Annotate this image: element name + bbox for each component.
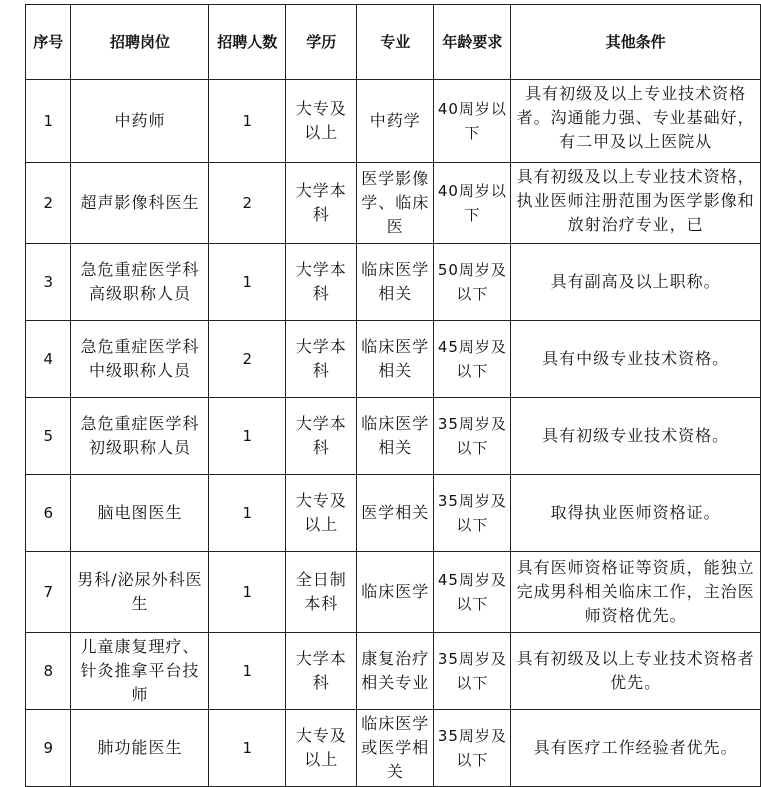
row-other: 具有医师资格证等资质，能独立完成男科相关临床工作，主治医师资格优先。 (511, 552, 761, 633)
row-age: 45周岁及以下 (434, 321, 511, 398)
row-education: 大学本科 (286, 244, 357, 321)
header-major: 专业 (357, 5, 434, 80)
row-other-text: 具有初级及以上专业技术资格，执业医师注册范围为医学影像和放射治疗专业，已 (516, 167, 755, 234)
row-count: 2 (209, 163, 286, 244)
row-other: 具有初级专业技术资格。 (511, 398, 761, 475)
row-major: 临床医学相关 (357, 244, 434, 321)
row-no: 1 (26, 80, 71, 163)
row-education: 大专及以上 (286, 80, 357, 163)
table-row (26, 244, 761, 321)
row-position: 急危重症医学科中级职称人员 (71, 321, 209, 398)
row-age: 45周岁及以下 (434, 552, 511, 633)
row-major: 临床医学相关 (357, 398, 434, 475)
table-row (26, 475, 761, 552)
row-position: 脑电图医生 (71, 475, 209, 552)
row-major-text: 医学影像学、临床医 (361, 169, 430, 236)
row-other-text: 具有初级及以上专业技术资格者。沟通能力强、专业基础好，有二甲及以上医院从 (516, 84, 755, 151)
row-age: 35周岁及以下 (434, 633, 511, 710)
row-position: 急危重症医学科高级职称人员 (71, 244, 209, 321)
table-row (26, 80, 761, 163)
table-row (26, 163, 761, 244)
row-no: 2 (26, 163, 71, 244)
row-other (511, 80, 761, 163)
row-no: 9 (26, 710, 71, 787)
row-age: 40周岁以下 (434, 80, 511, 163)
row-count: 1 (209, 244, 286, 321)
row-major: 临床医学或医学相关 (357, 710, 434, 787)
header-count: 招聘人数 (209, 5, 286, 80)
header-position: 招聘岗位 (71, 5, 209, 80)
row-major: 临床医学相关 (357, 321, 434, 398)
row-education: 全日制本科 (286, 552, 357, 633)
row-other: 具有医疗工作经验者优先。 (511, 710, 761, 787)
row-no: 8 (26, 633, 71, 710)
row-count: 2 (209, 321, 286, 398)
table-row (26, 321, 761, 398)
table-row (26, 710, 761, 787)
row-other: 取得执业医师资格证。 (511, 475, 761, 552)
recruitment-table (25, 4, 761, 787)
row-count: 1 (209, 633, 286, 710)
row-no: 4 (26, 321, 71, 398)
row-other (511, 163, 761, 244)
row-count: 1 (209, 475, 286, 552)
row-position: 中药师 (71, 80, 209, 163)
row-age: 50周岁及以下 (434, 244, 511, 321)
row-major: 中药学 (357, 80, 434, 163)
header-age: 年龄要求 (434, 5, 511, 80)
row-education: 大学本科 (286, 633, 357, 710)
row-position: 男科/泌尿外科医生 (71, 552, 209, 633)
header-row (26, 5, 761, 80)
row-education: 大学本科 (286, 321, 357, 398)
row-position: 超声影像科医生 (71, 163, 209, 244)
row-position: 急危重症医学科初级职称人员 (71, 398, 209, 475)
row-count: 1 (209, 552, 286, 633)
row-education: 大专及以上 (286, 710, 357, 787)
row-education: 大学本科 (286, 398, 357, 475)
row-major: 医学相关 (357, 475, 434, 552)
header-other: 其他条件 (511, 5, 761, 80)
row-major (357, 163, 434, 244)
table-row (26, 552, 761, 633)
row-no: 7 (26, 552, 71, 633)
row-age: 35周岁及以下 (434, 475, 511, 552)
row-major: 康复治疗相关专业 (357, 633, 434, 710)
row-major: 临床医学 (357, 552, 434, 633)
header-no: 序号 (26, 5, 71, 80)
row-count: 1 (209, 80, 286, 163)
row-count: 1 (209, 398, 286, 475)
row-no: 5 (26, 398, 71, 475)
header-education: 学历 (286, 5, 357, 80)
row-age: 35周岁及以下 (434, 710, 511, 787)
row-no: 6 (26, 475, 71, 552)
row-count: 1 (209, 710, 286, 787)
table-row (26, 633, 761, 710)
row-other: 具有中级专业技术资格。 (511, 321, 761, 398)
row-education: 大学本科 (286, 163, 357, 244)
row-other: 具有副高及以上职称。 (511, 244, 761, 321)
row-age: 35周岁及以下 (434, 398, 511, 475)
row-other: 具有初级及以上专业技术资格者优先。 (511, 633, 761, 710)
row-age: 40周岁以下 (434, 163, 511, 244)
row-position: 儿童康复理疗、针灸推拿平台技师 (71, 633, 209, 710)
row-no: 3 (26, 244, 71, 321)
row-position: 肺功能医生 (71, 710, 209, 787)
row-education: 大专及以上 (286, 475, 357, 552)
table-row (26, 398, 761, 475)
